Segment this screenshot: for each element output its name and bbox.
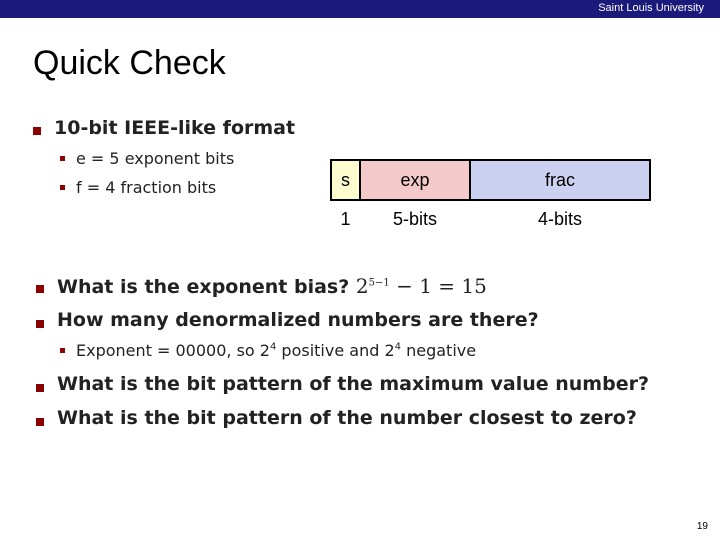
sub-bullet-exp-bits: e = 5 exponent bits: [76, 149, 235, 168]
denorm-answer-prefix: Exponent = 00000, so 2: [76, 341, 270, 360]
bullet-marker: [36, 384, 44, 392]
sub-bullet-denorm-answer: [76, 341, 476, 360]
field-frac-box: [469, 159, 651, 201]
bullet-marker: [36, 285, 44, 293]
field-exp-caption: 5-bits: [392, 209, 437, 229]
header-bar: [0, 0, 720, 18]
bullet-closest-question: What is the bit pattern of the number closest to zero?: [57, 407, 637, 429]
bias-exponent: 5−1: [368, 277, 390, 289]
denorm-answer-mid: positive and 2: [276, 341, 395, 360]
field-exp-box: [359, 159, 471, 201]
university-name: Saint Louis University: [598, 2, 704, 14]
bullet-denorm-question: How many denormalized numbers are there?: [57, 309, 539, 331]
slide-title: Quick Check: [33, 44, 226, 82]
page-number: 19: [696, 521, 708, 532]
bullet-marker: [33, 127, 41, 135]
field-frac-caption: 4-bits: [537, 209, 582, 229]
sub-bullet-marker: [60, 156, 65, 161]
field-s-box: [330, 159, 361, 201]
sub-bullet-marker: [60, 185, 65, 190]
denorm-answer-exp1: 4: [269, 341, 277, 353]
bullet-bias: [57, 274, 487, 298]
bias-question: What is the exponent bias?: [57, 276, 350, 298]
field-s-label: s: [341, 169, 350, 190]
field-s-caption: 1: [340, 209, 351, 229]
denorm-answer-exp2: 4: [394, 341, 402, 353]
field-frac-label: frac: [544, 169, 575, 190]
field-exp-label: exp: [400, 169, 430, 190]
bias-base: 2: [355, 274, 369, 298]
bias-formula: [356, 274, 487, 298]
bias-rest: − 1 = 15: [389, 274, 487, 298]
bullet-marker: [36, 320, 44, 328]
bullet-max-question: What is the bit pattern of the maximum value number?: [57, 373, 649, 395]
bullet-marker: [36, 418, 44, 426]
sub-bullet-frac-bits: f = 4 fraction bits: [76, 178, 217, 197]
sub-bullet-marker: [60, 348, 65, 353]
denorm-answer-suffix: negative: [401, 341, 477, 360]
bullet-format: 10-bit IEEE-like format: [54, 117, 296, 139]
